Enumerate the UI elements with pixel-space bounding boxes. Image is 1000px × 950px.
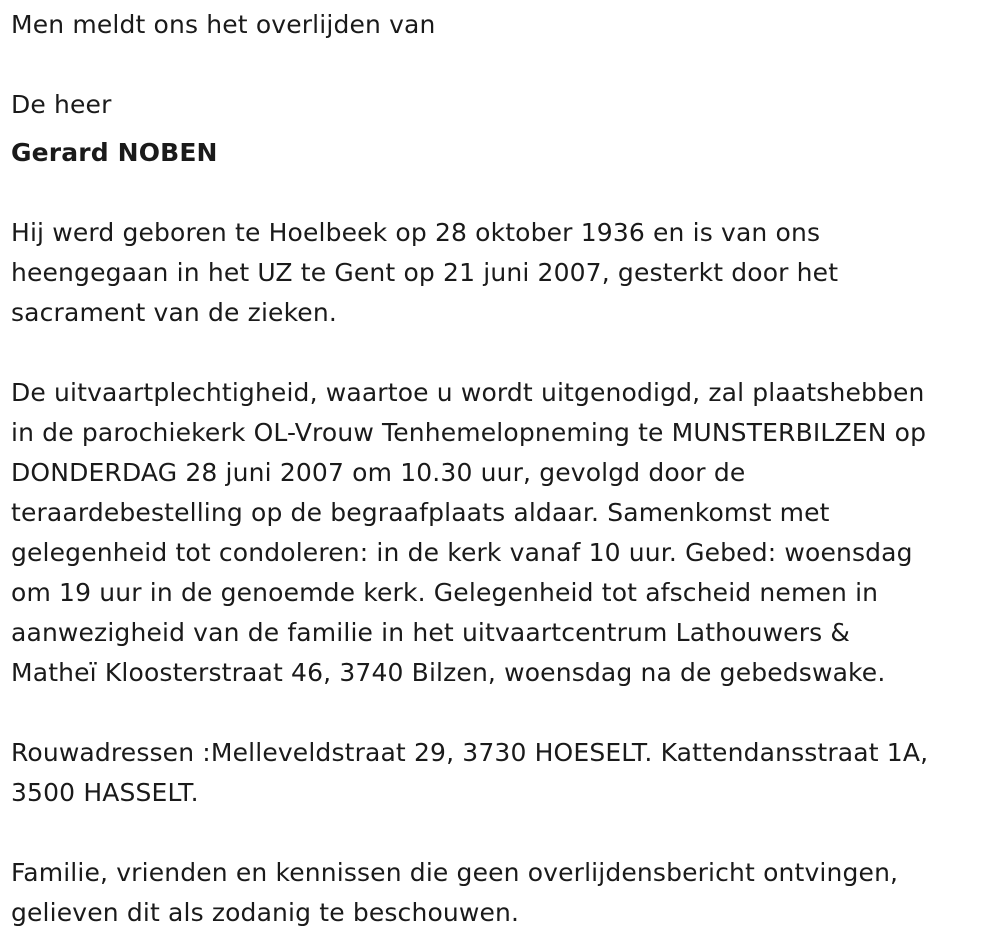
spacer (11, 333, 991, 373)
paragraph-line: sacrament van de zieken. (11, 298, 337, 327)
death-notice (11, 0, 991, 933)
paragraph-line: DONDERDAG 28 juni 2007 om 10.30 uur, gevolgd door de (11, 458, 746, 487)
address-paragraph (11, 733, 991, 813)
paragraph-line: teraardebestelling op de begraafplaats aldaar. Samenkomst met (11, 498, 830, 527)
birth-death-paragraph (11, 213, 991, 333)
paragraph-line: heengegaan in het UZ te Gent op 21 juni 2007, gesterkt door het (11, 258, 839, 287)
paragraph-line: gelegenheid tot condoleren: in de kerk vanaf 10 uur. Gebed: woensdag (11, 538, 913, 567)
spacer (11, 693, 991, 733)
intro-line: Men meldt ons het overlijden van (11, 10, 436, 39)
paragraph-line: De uitvaartplechtigheid, waartoe u wordt uitgenodigd, zal plaatshebben (11, 378, 925, 407)
ceremony-paragraph (11, 373, 991, 693)
closing-paragraph (11, 853, 991, 933)
paragraph-line: Matheï Kloosterstraat 46, 3740 Bilzen, woensdag na de gebedswake. (11, 658, 886, 687)
spacer (11, 173, 991, 213)
paragraph-line: in de parochiekerk OL-Vrouw Tenhemelopneming te MUNSTERBILZEN op (11, 418, 927, 447)
paragraph-line: Familie, vrienden en kennissen die geen overlijdensbericht ontvingen, (11, 858, 899, 887)
salutation: De heer (11, 90, 112, 119)
paragraph-line: om 19 uur in de genoemde kerk. Gelegenheid tot afscheid nemen in (11, 578, 879, 607)
paragraph-line: Rouwadressen :Melleveldstraat 29, 3730 HOESELT. Kattendansstraat 1A, (11, 738, 929, 767)
spacer (11, 125, 991, 133)
paragraph-line: 3500 HASSELT. (11, 778, 199, 807)
paragraph-line: Hij werd geboren te Hoelbeek op 28 oktober 1936 en is van ons (11, 218, 821, 247)
spacer (11, 813, 991, 853)
deceased-name: Gerard NOBEN (11, 138, 218, 167)
paragraph-line: aanwezigheid van de familie in het uitvaartcentrum Lathouwers & (11, 618, 851, 647)
spacer (11, 45, 991, 85)
paragraph-line: gelieven dit als zodanig te beschouwen. (11, 898, 520, 927)
